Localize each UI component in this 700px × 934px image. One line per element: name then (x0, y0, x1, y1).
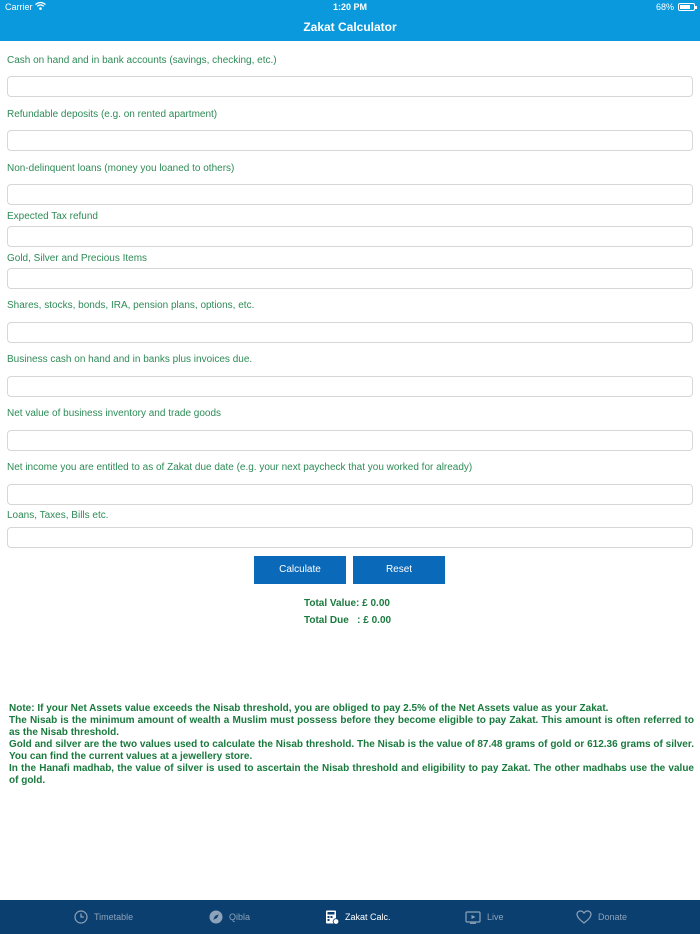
tab-qibla[interactable] (209, 900, 250, 934)
reset-button[interactable]: Reset (353, 556, 445, 584)
label-business-cash: Business cash on hand and in banks plus invoices due. (7, 354, 253, 365)
business-inventory-input[interactable] (7, 430, 693, 451)
tab-label: Donate (598, 912, 628, 922)
net-income-input[interactable] (7, 484, 693, 505)
label-shares-stocks: Shares, stocks, bonds, IRA, pension plans, options, etc. (7, 300, 255, 311)
label-net-income: Net income you are entitled to as of Zakat due date (e.g. your next paycheck that you worked for already) (7, 462, 473, 473)
tab-label: Timetable (94, 912, 134, 922)
label-expected-tax-refund: Expected Tax refund (7, 211, 98, 222)
non-delinquent-loans-input[interactable] (7, 184, 693, 205)
business-cash-input[interactable] (7, 376, 693, 397)
page-title: Zakat Calculator (303, 20, 397, 34)
heart-icon (576, 910, 592, 924)
navigation-bar (0, 14, 700, 41)
loans-taxes-bills-input[interactable] (7, 527, 693, 548)
status-bar (0, 0, 700, 14)
shares-stocks-input[interactable] (7, 322, 693, 343)
tab-bar (0, 900, 700, 934)
cash-on-hand-input[interactable] (7, 76, 693, 97)
total-value: Total Value: £ 0.00 (304, 598, 390, 609)
note-paragraph: Gold and silver are the two values used to calculate the Nisab threshold. The Nisab is the value of 87.48 grams of gold or 612.36 grams of silver. You can find the current values at a jewellery store. (9, 739, 694, 762)
label-refundable-deposits: Refundable deposits (e.g. on rented apartment) (7, 109, 218, 120)
refundable-deposits-input[interactable] (7, 130, 693, 151)
calculator-icon (325, 910, 339, 925)
total-due: Total Due : £ 0.00 (304, 615, 392, 626)
tab-donate[interactable] (576, 900, 627, 934)
compass-icon (209, 910, 223, 924)
live-tv-icon (465, 910, 481, 924)
tab-label: Zakat Calc. (345, 912, 391, 922)
battery-percentage: 68% (655, 2, 674, 12)
clock-icon (74, 910, 88, 924)
label-non-delinquent-loans: Non-delinquent loans (money you loaned to others) (7, 163, 235, 174)
calculate-button[interactable]: Calculate (254, 556, 346, 584)
label-gold-silver: Gold, Silver and Precious Items (7, 253, 148, 264)
note-paragraph: In the Hanafi madhab, the value of silver is used to ascertain the Nisab threshold and eligibility to pay Zakat. The other madhabs use the value of gold. (9, 763, 694, 786)
carrier-label: Carrier (5, 2, 33, 12)
gold-silver-input[interactable] (7, 268, 693, 289)
tab-zakat-calc[interactable] (325, 900, 391, 934)
label-business-inventory: Net value of business inventory and trade goods (7, 408, 222, 419)
label-cash-on-hand: Cash on hand and in bank accounts (savings, checking, etc.) (7, 55, 277, 66)
expected-tax-refund-input[interactable] (7, 226, 693, 247)
zakat-note (9, 703, 694, 787)
note-paragraph: Note: If your Net Assets value exceeds the Nisab threshold, you are obliged to pay 2.5% of the Net Assets value as your Zakat. (9, 703, 609, 714)
note-paragraph: The Nisab is the minimum amount of wealth a Muslim must possess before they become eligible to pay Zakat. This amount is often referred to as the Nisab threshold. (9, 715, 694, 738)
tab-timetable[interactable] (74, 900, 133, 934)
tab-label: Qibla (229, 912, 251, 922)
label-loans-taxes-bills: Loans, Taxes, Bills etc. (7, 510, 109, 521)
status-time: 1:20 PM (332, 2, 367, 12)
tab-live[interactable] (465, 900, 504, 934)
battery-icon (678, 3, 695, 11)
tab-label: Live (487, 912, 504, 922)
